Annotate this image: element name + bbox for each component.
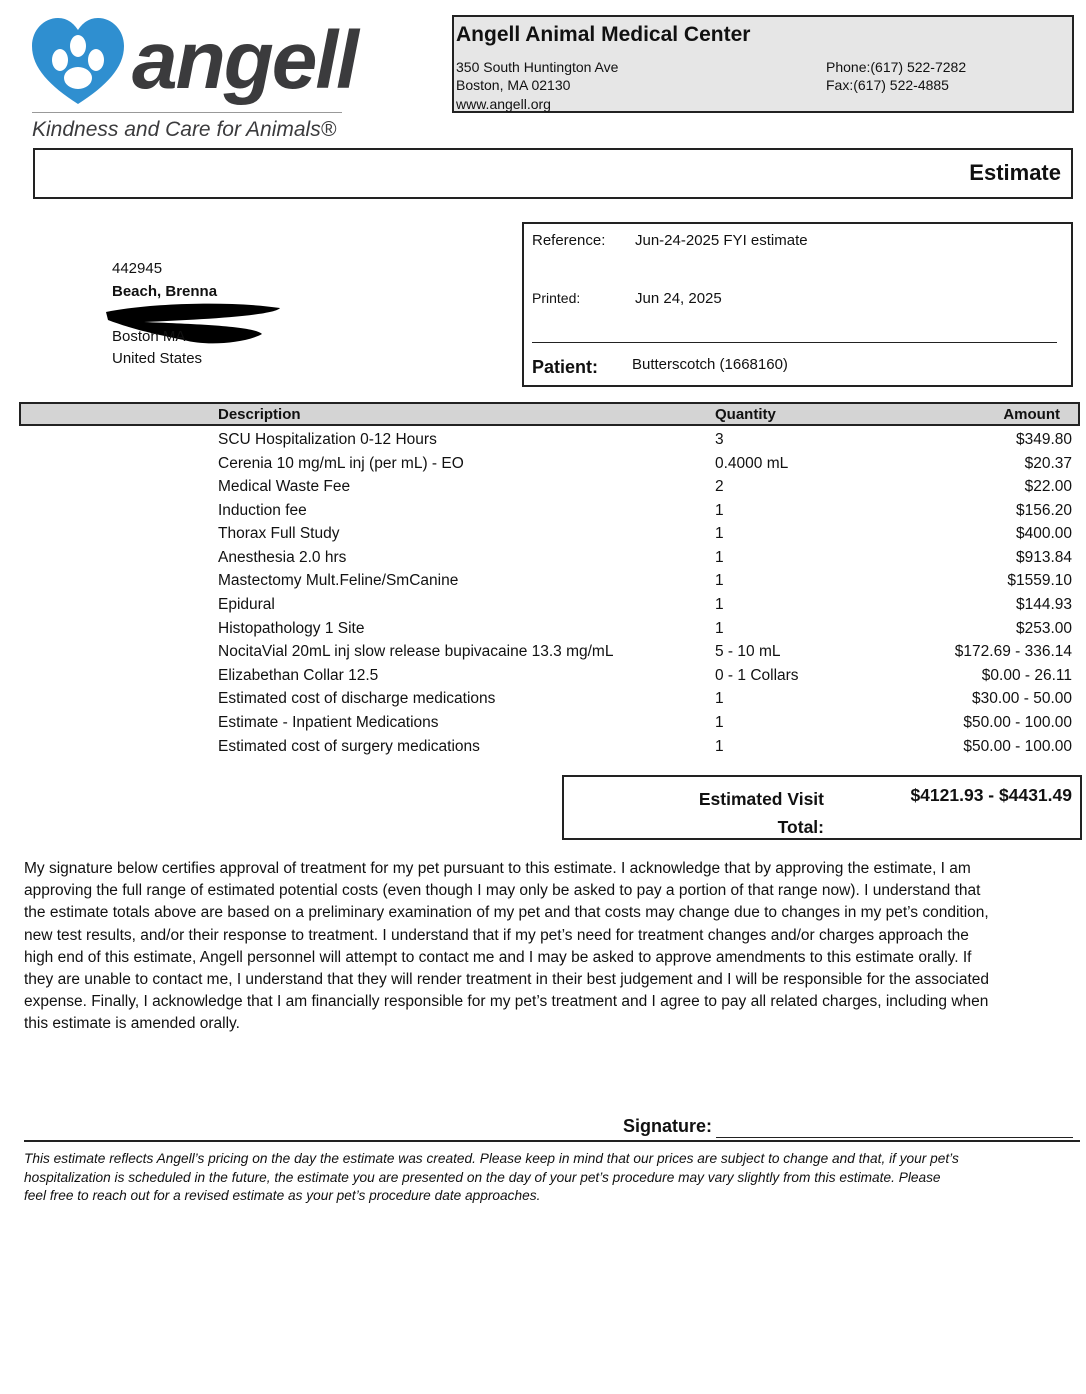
- patient-value: Butterscotch (1668160): [632, 356, 788, 373]
- document-title-box: [33, 148, 1073, 199]
- logo-divider: [32, 112, 342, 113]
- clinic-address-line1: 350 South Huntington Ave: [456, 59, 619, 75]
- clinic-website: www.angell.org: [456, 96, 551, 112]
- row-amount: $22.00: [1024, 478, 1072, 495]
- row-quantity: 1: [715, 572, 724, 589]
- row-description: Histopathology 1 Site: [218, 619, 365, 637]
- clinic-name: Angell Animal Medical Center: [456, 23, 751, 46]
- estimated-total-label: [634, 785, 824, 841]
- consent-paragraph: My signature below certifies approval of treatment for my pet pursuant to this estimate. I acknowledge that by approving the estimate, I am approving the full range of estimated potential costs (even though I may only be asked to pay a portion of that range now). I understand that the estimate totals above are based on a preliminary examination of my pet and that costs may change due to changes in my pet’s condition, new test results, and/or their response to treatment. I understand that if my pet’s need for treatment changes and/or charges approach the high end of this estimate, Angell personnel will attempt to contact me and I may be asked to approve amendments to this estimate orally. If they are unable to contact me, I understand that they will render treatment in their best judgement and I will be responsible for the associated expense. Finally, I acknowledge that I am financially responsible for my pet’s treatment and I agree to pay all related charges, including when this estimate is amended orally.: [24, 860, 989, 1033]
- row-amount: $349.80: [1015, 431, 1072, 448]
- row-description: Estimate - Inpatient Medications: [218, 713, 439, 731]
- clinic-info-box: [452, 15, 1074, 113]
- row-amount: $50.00 - 100.00: [963, 713, 1072, 731]
- column-header-description: Description: [218, 406, 301, 423]
- client-name: Beach, Brenna: [112, 283, 218, 300]
- row-quantity: 1: [715, 619, 724, 637]
- paw-heart-icon: [30, 16, 126, 108]
- estimated-total-box: [562, 775, 1082, 840]
- row-amount: $172.69 - 336.14: [954, 643, 1072, 660]
- row-description: Estimated cost of discharge medications: [218, 690, 496, 707]
- row-quantity: 1: [715, 690, 724, 707]
- table-row: [0, 738, 1086, 762]
- table-row: [0, 478, 1086, 502]
- row-amount: $144.93: [1015, 595, 1072, 613]
- row-amount: $1559.10: [1007, 572, 1072, 589]
- patient-label: Patient:: [532, 357, 599, 377]
- table-row: [0, 431, 1086, 455]
- column-header-amount: Amount: [1003, 406, 1060, 423]
- row-description: Mastectomy Mult.Feline/SmCanine: [218, 572, 459, 589]
- printed-label: Printed:: [532, 290, 581, 306]
- printed-value: Jun 24, 2025: [635, 290, 722, 307]
- column-header-quantity: Quantity: [715, 406, 776, 423]
- clinic-phone: Phone:(617) 522-7282: [826, 59, 967, 75]
- row-quantity: 2: [715, 478, 724, 495]
- table-row: [0, 667, 1086, 691]
- row-description: SCU Hospitalization 0-12 Hours: [218, 431, 437, 448]
- reference-box: [522, 222, 1073, 387]
- table-row: [0, 572, 1086, 596]
- table-row: [0, 643, 1086, 667]
- table-row: [0, 549, 1086, 573]
- row-amount: $20.37: [1024, 454, 1072, 472]
- row-amount: $400.00: [1015, 525, 1072, 542]
- logo-tagline: Kindness and Care for Animals®: [32, 118, 337, 141]
- row-quantity: 1: [715, 713, 724, 731]
- client-city: Boston MA: [112, 328, 186, 345]
- row-amount: $253.00: [1015, 619, 1072, 637]
- table-row: [0, 714, 1086, 738]
- row-amount: $913.84: [1015, 548, 1072, 566]
- row-quantity: 1: [715, 737, 724, 755]
- table-row: [0, 690, 1086, 714]
- row-description: Estimated cost of surgery medications: [218, 737, 480, 755]
- clinic-fax: Fax:(617) 522-4885: [826, 77, 949, 93]
- estimated-total-label-line1: Estimated Visit: [698, 789, 824, 809]
- row-quantity: 1: [715, 525, 724, 542]
- table-header: [19, 402, 1080, 426]
- row-description: Induction fee: [218, 501, 307, 519]
- row-description: Epidural: [218, 595, 275, 613]
- row-description: Medical Waste Fee: [218, 478, 351, 495]
- row-amount: $0.00 - 26.11: [981, 666, 1072, 684]
- footer-divider: [24, 1140, 1080, 1142]
- row-amount: $156.20: [1015, 501, 1072, 519]
- row-quantity: 1: [715, 548, 724, 566]
- row-quantity: 0.4000 mL: [715, 454, 789, 472]
- row-description: Cerenia 10 mg/mL inj (per mL) - EO: [218, 454, 464, 472]
- table-row: [0, 455, 1086, 479]
- logo-wordmark: angell: [132, 15, 357, 106]
- reference-label: Reference:: [532, 232, 606, 249]
- row-amount: $50.00 - 100.00: [963, 737, 1072, 755]
- row-quantity: 5 - 10 mL: [715, 643, 781, 660]
- signature-line[interactable]: [716, 1137, 1073, 1138]
- reference-value: Jun-24-2025 FYI estimate: [635, 232, 808, 249]
- row-description: Elizabethan Collar 12.5: [218, 666, 379, 684]
- row-quantity: 1: [715, 501, 724, 519]
- signature-label: Signature:: [623, 1116, 713, 1136]
- table-row: [0, 596, 1086, 620]
- row-amount: $30.00 - 50.00: [972, 690, 1072, 707]
- angell-logo: [30, 14, 360, 144]
- table-row: [0, 502, 1086, 526]
- row-description: Thorax Full Study: [218, 525, 340, 542]
- row-quantity: 3: [715, 431, 724, 448]
- estimated-total-label-line2: Total:: [777, 817, 824, 837]
- row-quantity: 1: [715, 595, 724, 613]
- row-description: Anesthesia 2.0 hrs: [218, 548, 347, 566]
- row-description: NocitaVial 20mL inj slow release bupivacaine 13.3 mg/mL: [218, 643, 614, 660]
- pricing-disclaimer: This estimate reflects Angell’s pricing on the day the estimate was created. Please keep in mind that our prices are subject to change and that, if your pet’s hospitalization is scheduled in the future, the estimate you are presented on the day of your pet’s procedure may vary slightly from this estimate. Please feel free to reach out for a revised estimate as your pet’s procedure date approaches.: [24, 1151, 959, 1203]
- document-title: Estimate: [969, 160, 1061, 185]
- table-row: [0, 525, 1086, 549]
- row-quantity: 0 - 1 Collars: [715, 666, 799, 684]
- table-row: [0, 620, 1086, 644]
- client-country: United States: [112, 350, 203, 367]
- estimated-total-value: $4121.93 - $4431.49: [910, 785, 1072, 805]
- reference-divider: [532, 342, 1057, 343]
- client-id: 442945: [112, 260, 163, 277]
- clinic-address-line2: Boston, MA 02130: [456, 77, 571, 93]
